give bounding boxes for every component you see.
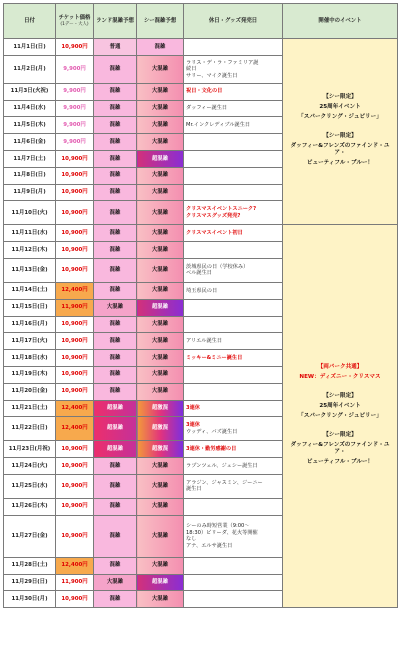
sea-forecast-cell: 大混雑 (137, 498, 184, 515)
date-cell: 11月9日(月) (4, 184, 56, 201)
price-cell: 10,900円 (56, 366, 94, 383)
land-forecast-cell: 混雑 (94, 117, 137, 134)
notes-cell (184, 441, 283, 458)
date-cell: 11月21日(土) (4, 400, 56, 417)
land-forecast-cell: 混雑 (94, 458, 137, 475)
event-line: ビューティフル・ブルー！ (306, 159, 374, 166)
date-cell: 11月10日(火) (4, 201, 56, 225)
notes-cell (184, 201, 283, 225)
note-line: ウッディ、バズ誕生日 (186, 428, 238, 435)
price-cell: 10,900円 (56, 458, 94, 475)
sea-forecast-cell: 超激混 (137, 400, 184, 417)
notes-cell (184, 282, 283, 299)
event-line: NEW：ディズニー・クリスマス (299, 373, 381, 380)
date-cell: 11月26日(木) (4, 498, 56, 515)
price-cell: 10,900円 (56, 258, 94, 282)
event-cell-christmas (283, 225, 398, 608)
notes-cell (184, 83, 283, 100)
note-line: アナ、エルサ誕生日 (186, 542, 233, 549)
date-cell: 11月14日(土) (4, 282, 56, 299)
notes-cell (184, 134, 283, 151)
event-line: 【両パーク共通】 (317, 363, 363, 370)
note-line: 埼玉県民の日 (186, 287, 218, 294)
price-cell: 11,900円 (56, 574, 94, 591)
land-forecast-cell: 混雑 (94, 258, 137, 282)
note-line: 茨城県民の日（学校休み） (186, 263, 249, 270)
land-forecast-cell: 混雑 (94, 184, 137, 201)
price-cell: 11,900円 (56, 299, 94, 316)
price-cell: 12,400円 (56, 557, 94, 574)
notes-cell (184, 498, 283, 515)
table-row (4, 39, 398, 56)
price-cell: 10,900円 (56, 225, 94, 242)
price-cell: 10,900円 (56, 150, 94, 167)
date-cell: 11月30日(月) (4, 591, 56, 608)
event-line: 25周年イベント (319, 402, 361, 409)
sea-forecast-cell: 大混雑 (137, 557, 184, 574)
notes-cell (184, 591, 283, 608)
land-forecast-cell: 混雑 (94, 282, 137, 299)
land-forecast-cell: 混雑 (94, 201, 137, 225)
price-cell: 9,900円 (56, 134, 94, 151)
land-forecast-cell: 超混雑 (94, 417, 137, 441)
price-cell: 9,900円 (56, 117, 94, 134)
note-line: 3連休 (186, 422, 200, 429)
date-cell: 11月13日(金) (4, 258, 56, 282)
notes-cell (184, 400, 283, 417)
date-cell: 11月4日(水) (4, 100, 56, 117)
notes-cell (184, 383, 283, 400)
event-line: 【シー限定】 (323, 93, 357, 100)
sea-forecast-cell: 大混雑 (137, 83, 184, 100)
notes-cell (184, 117, 283, 134)
sea-forecast-cell: 大混雑 (137, 100, 184, 117)
sea-forecast-cell: 大混雑 (137, 383, 184, 400)
price-cell: 10,900円 (56, 498, 94, 515)
notes-cell (184, 417, 283, 441)
sea-forecast-cell: 混雑 (137, 39, 184, 56)
notes-cell (184, 299, 283, 316)
sea-forecast-cell: 大混雑 (137, 474, 184, 498)
price-cell: 10,900円 (56, 333, 94, 350)
notes-cell (184, 100, 283, 117)
land-forecast-cell: 混雑 (94, 150, 137, 167)
note-line: ミッキー&ミニー誕生日 (186, 354, 243, 361)
notes-cell (184, 242, 283, 259)
event-cell-early-november (283, 39, 398, 225)
notes-cell (184, 184, 283, 201)
sea-forecast-cell: 超混雑 (137, 574, 184, 591)
sea-forecast-cell: 大混雑 (137, 591, 184, 608)
price-cell: 10,900円 (56, 316, 94, 333)
note-line: サリー、マイク誕生日 (186, 72, 238, 79)
date-cell: 11月29日(日) (4, 574, 56, 591)
date-cell: 11月25日(水) (4, 474, 56, 498)
sea-forecast-cell: 大混雑 (137, 282, 184, 299)
sea-forecast-cell: 大混雑 (137, 316, 184, 333)
sea-forecast-cell: 大混雑 (137, 333, 184, 350)
note-line: 3連休・勤労感謝の日 (186, 445, 237, 452)
date-cell: 11月7日(土) (4, 150, 56, 167)
note-line: ダッフィー誕生日 (186, 105, 228, 112)
land-forecast-cell: 大混雑 (94, 574, 137, 591)
land-forecast-cell: 超混雑 (94, 400, 137, 417)
note-line: ラプンツェル、ジェシー誕生日 (186, 462, 258, 469)
date-cell: 11月1日(日) (4, 39, 56, 56)
notes-cell (184, 366, 283, 383)
note-line: 3連休 (186, 405, 200, 412)
land-forecast-cell: 混雑 (94, 83, 137, 100)
notes-cell (184, 39, 283, 56)
sea-forecast-cell: 大混雑 (137, 350, 184, 367)
note-line: ベル誕生日 (186, 270, 212, 277)
price-cell: 10,900円 (56, 201, 94, 225)
note-line: アラジン、ジャスミン、ジーニー (186, 479, 263, 486)
price-cell: 10,900円 (56, 441, 94, 458)
price-cell: 10,900円 (56, 591, 94, 608)
sea-forecast-cell: 大混雑 (137, 184, 184, 201)
crowd-calendar (3, 3, 397, 643)
land-forecast-cell: 混雑 (94, 474, 137, 498)
note-line: ラリス・デ・ラ・ファミリア誕 (186, 59, 259, 66)
land-forecast-cell: 混雑 (94, 100, 137, 117)
land-forecast-cell: 混雑 (94, 366, 137, 383)
sea-forecast-cell: 大混雑 (137, 55, 184, 83)
note-line: クリスマスイベントスニーク? (186, 206, 257, 213)
land-forecast-cell: 混雑 (94, 383, 137, 400)
note-line: 誕生日 (186, 486, 202, 493)
sea-forecast-cell: 超混雑 (137, 150, 184, 167)
price-cell: 9,900円 (56, 83, 94, 100)
date-cell: 11月2日(月) (4, 55, 56, 83)
date-cell: 11月19日(木) (4, 366, 56, 383)
event-line: ダッフィー&フレンズのファインド・ユア・ (290, 142, 390, 156)
sea-forecast-cell: 大混雑 (137, 117, 184, 134)
land-forecast-cell: 混雑 (94, 515, 137, 557)
notes-cell (184, 316, 283, 333)
price-cell: 10,900円 (56, 184, 94, 201)
sea-forecast-cell: 超激混 (137, 441, 184, 458)
notes-cell (184, 258, 283, 282)
sea-forecast-cell: 超混雑 (137, 299, 184, 316)
event-line: ダッフィー&フレンズのファインド・ユア・ (290, 441, 390, 455)
event-line: 【シー限定】 (323, 132, 357, 139)
land-forecast-cell: 混雑 (94, 316, 137, 333)
date-cell: 11月17日(火) (4, 333, 56, 350)
event-line: 「スパークリング・ジュビリー」 (298, 113, 382, 120)
crowd-forecast-table (3, 3, 398, 608)
price-cell: 10,900円 (56, 350, 94, 367)
land-forecast-cell: 混雑 (94, 242, 137, 259)
notes-cell (184, 458, 283, 475)
note-line: 18:30）ピリーダ、花火等開催 (186, 529, 258, 536)
sea-forecast-cell: 大混雑 (137, 167, 184, 184)
sea-forecast-cell: 大混雑 (137, 258, 184, 282)
notes-cell (184, 515, 283, 557)
note-line: シーのみ時短営業（9:00～ (186, 523, 250, 530)
notes-cell (184, 557, 283, 574)
event-line: ビューティフル・ブルー！ (306, 458, 374, 465)
notes-cell (184, 474, 283, 498)
header-price (56, 4, 94, 39)
date-cell: 11月12日(木) (4, 242, 56, 259)
date-cell: 11月23日(月祝) (4, 441, 56, 458)
land-forecast-cell: 混雑 (94, 134, 137, 151)
land-forecast-cell: 混雑 (94, 333, 137, 350)
notes-cell (184, 574, 283, 591)
header-date: 日付 (4, 4, 56, 39)
notes-cell (184, 333, 283, 350)
date-cell: 11月16日(月) (4, 316, 56, 333)
date-cell: 11月6日(金) (4, 134, 56, 151)
land-forecast-cell: 混雑 (94, 55, 137, 83)
sea-forecast-cell: 大混雑 (137, 366, 184, 383)
sea-forecast-cell: 大混雑 (137, 515, 184, 557)
sea-forecast-cell: 大混雑 (137, 134, 184, 151)
date-cell: 11月8日(日) (4, 167, 56, 184)
date-cell: 11月3日(火祝) (4, 83, 56, 100)
date-cell: 11月22日(日) (4, 417, 56, 441)
notes-cell (184, 167, 283, 184)
header-price-main: チケット価格 (58, 14, 91, 21)
date-cell: 11月11日(水) (4, 225, 56, 242)
event-line: 【シー限定】 (323, 392, 357, 399)
price-cell: 12,400円 (56, 400, 94, 417)
land-forecast-cell: 混雑 (94, 498, 137, 515)
land-forecast-cell: 混雑 (94, 350, 137, 367)
price-cell: 10,900円 (56, 383, 94, 400)
notes-cell (184, 350, 283, 367)
note-line: 祝日・文化の日 (186, 88, 223, 95)
notes-cell (184, 55, 283, 83)
date-cell: 11月18日(水) (4, 350, 56, 367)
sea-forecast-cell: 超激混 (137, 417, 184, 441)
table-header-row (4, 4, 398, 39)
land-forecast-cell: 混雑 (94, 225, 137, 242)
price-cell: 10,900円 (56, 515, 94, 557)
note-line: Mr.インクレディブル誕生日 (186, 122, 251, 129)
date-cell: 11月27日(金) (4, 515, 56, 557)
date-cell: 11月20日(金) (4, 383, 56, 400)
note-line: クリスマスイベント初日 (186, 230, 243, 237)
price-cell: 12,400円 (56, 282, 94, 299)
header-price-sub: (1デー・大人) (60, 21, 89, 27)
event-line: 25周年イベント (319, 103, 361, 110)
price-cell: 10,900円 (56, 167, 94, 184)
date-cell: 11月15日(日) (4, 299, 56, 316)
note-line: クリスマスグッズ発売? (186, 212, 241, 219)
note-line: なし (186, 536, 197, 543)
sea-forecast-cell: 大混雑 (137, 458, 184, 475)
sea-forecast-cell: 大混雑 (137, 242, 184, 259)
sea-forecast-cell: 大混雑 (137, 225, 184, 242)
notes-cell (184, 225, 283, 242)
land-forecast-cell: 大混雑 (94, 299, 137, 316)
header-events: 開催中のイベント (283, 4, 398, 39)
price-cell: 10,900円 (56, 39, 94, 56)
land-forecast-cell: 超混雑 (94, 441, 137, 458)
date-cell: 11月28日(土) (4, 557, 56, 574)
date-cell: 11月24日(火) (4, 458, 56, 475)
price-cell: 10,900円 (56, 474, 94, 498)
note-line: アリエル誕生日 (186, 338, 223, 344)
header-land: ランド混雑予想 (94, 4, 137, 39)
land-forecast-cell: 混雑 (94, 167, 137, 184)
table-row (4, 225, 398, 242)
land-forecast-cell: 混雑 (94, 591, 137, 608)
header-notes: 休日・グッズ発売日 (184, 4, 283, 39)
land-forecast-cell: 混雑 (94, 557, 137, 574)
price-cell: 10,900円 (56, 242, 94, 259)
notes-cell (184, 150, 283, 167)
event-line: 「スパークリング・ジュビリー」 (298, 412, 382, 419)
event-line: 【シー限定】 (323, 431, 357, 438)
note-line: 続日 (186, 66, 197, 73)
date-cell: 11月5日(木) (4, 117, 56, 134)
sea-forecast-cell: 大混雑 (137, 201, 184, 225)
header-sea: シー混雑予想 (137, 4, 184, 39)
price-cell: 9,900円 (56, 100, 94, 117)
price-cell: 9,900円 (56, 55, 94, 83)
land-forecast-cell: 普通 (94, 39, 137, 56)
price-cell: 12,400円 (56, 417, 94, 441)
